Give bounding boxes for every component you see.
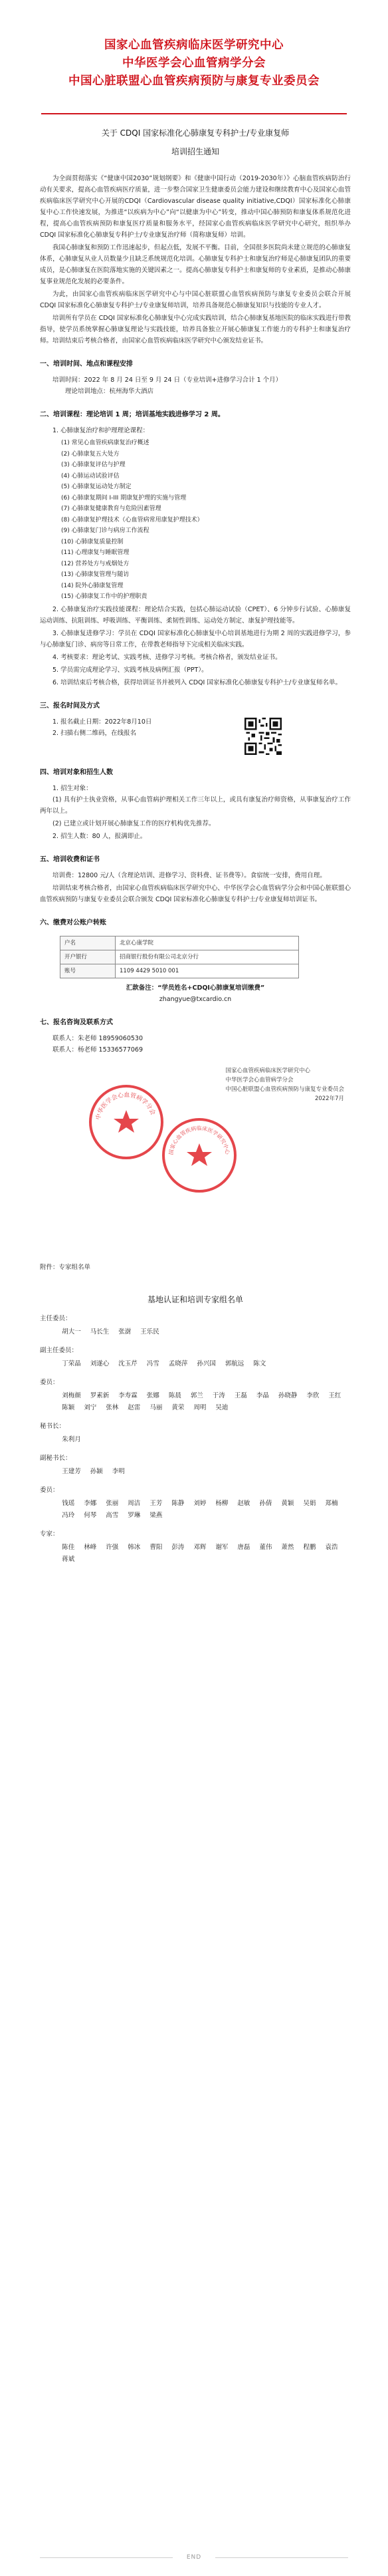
enroll-target-label: 1. 招生对象： bbox=[52, 784, 92, 792]
list-item: (5) 心肺康复运动处方制定 bbox=[61, 484, 132, 490]
expert-name: 张丽 bbox=[106, 1499, 119, 1507]
expert-name: 赵雷 bbox=[128, 1403, 141, 1411]
expert-name: 钱瑶 bbox=[62, 1499, 75, 1507]
expert-name: 程鹏 bbox=[303, 1543, 316, 1551]
expert-name: 林峰 bbox=[84, 1543, 97, 1551]
expert-group bbox=[40, 1345, 351, 1370]
training-place: 理论培训地点：杭州海华大酒店 bbox=[65, 388, 154, 395]
list-item: (2) 心肺康复五大处方 bbox=[61, 450, 120, 458]
table-row bbox=[60, 950, 299, 964]
course-paragraph: 3. 心肺康复进修学习：学员在 CDQI 国家标准化心肺康复中心培训基地进行为期 2 周的实践进修学习，参与心肺康复门诊、病房等日常工作，在带教老师指导下完成相关临床实践。 bbox=[40, 629, 351, 648]
expert-names bbox=[40, 1326, 351, 1338]
expert-name: 董伟 bbox=[259, 1543, 272, 1551]
expert-group-label: 委员： bbox=[40, 1378, 59, 1386]
expert-name: 曹阳 bbox=[149, 1543, 163, 1551]
list-item: (15) 心肺康复工作中的护理职责 bbox=[61, 593, 147, 600]
expert-name: 陈佳 bbox=[62, 1543, 75, 1551]
expert-group bbox=[40, 1313, 351, 1338]
expert-name: 张澍 bbox=[118, 1328, 132, 1336]
expert-name: 谢军 bbox=[215, 1543, 229, 1551]
intro-paragraph: 为全面贯彻落实《“健康中国2030”规划纲要》和《健康中国行动（2019-2030年）》心脑血管疾病防治行动有关要求，提高心血管疾病医疗质量，进一步整合国家卫生健康委员会能力建设和继续教育中心及国家心血管疾病临床医学研究中心开展的CDQI（Cardiovascular disease quality initiative,CDQI）国家标准化心肺康复中心工作快速发展，为推进“以疾病为中心”向“以健康为中心”转变，推动中国心肺预防和康复体系规范化进程，提高心血管疾病预防和康复医疗质量和服务水平，经国家心血管疾病临床医学研究中心研究，组织举办 CDQI 国家标准化心肺康复专科护士/专业康复治疗师（简称康复师）培训。 bbox=[40, 175, 351, 239]
expert-name: 王红 bbox=[328, 1391, 341, 1399]
expert-name: 李欣 bbox=[306, 1391, 320, 1399]
expert-name: 许强 bbox=[106, 1543, 119, 1551]
course-list bbox=[40, 438, 351, 603]
training-time: 培训时间：2022 年 8 月 24 日至 9 月 24 日（专业培训+进修学习合计 1 个月） bbox=[52, 376, 282, 384]
expert-name: 朱利月 bbox=[62, 1435, 81, 1443]
seal-area bbox=[40, 1062, 351, 1242]
expert-names bbox=[40, 1358, 351, 1370]
expert-names bbox=[40, 1542, 351, 1566]
section-heading: 四、培训对象和招生人数 bbox=[40, 768, 113, 776]
contact-person: 联系人：朱老师 18959060530 bbox=[52, 1034, 144, 1042]
expert-name: 郭兰 bbox=[190, 1391, 203, 1399]
expert-name: 陈文 bbox=[253, 1360, 266, 1367]
expert-names bbox=[40, 1498, 351, 1522]
expert-name: 陈晨 bbox=[168, 1391, 181, 1399]
org-name-3: 中国心脏联盟心血管疾病预防与康复专业委员会 bbox=[68, 74, 320, 88]
expert-group-label: 专家： bbox=[40, 1530, 59, 1538]
table-value: 招商银行股份有限公司北京分行 bbox=[116, 950, 299, 964]
enroll-paragraph: (1) 具有护士执业资格，从事心血管病护理相关工作三年以上，或具有康复治疗师资格，从事康复治疗工作两年以上。 bbox=[40, 795, 351, 815]
intro-paragraph: 我国心肺康复和预防工作迅速起步，但起点低，发展不平衡。目前，全国很多医院尚未建立规范的心肺康复体系，心肺康复从业人员数量少且缺乏系统规范化培训。心肺康复专科护士和康复治疗师是心肺康复团队的重要成员，是心肺康复在医院落地实施的关键因素之一。提高心肺康复专科护士和康复师的专业素质，是推动心肺康复事业规范化发展的必要条件。 bbox=[40, 244, 351, 285]
signature-line: 国家心血管疾病临床医学研究中心 bbox=[225, 1067, 310, 1074]
course-lead: 1. 心肺康复治疗和护理理论课程： bbox=[52, 427, 149, 434]
list-item: (8) 心肺康复护理技术（心血管病常用康复护理技术） bbox=[61, 516, 203, 523]
expert-name: 萧然 bbox=[281, 1543, 294, 1551]
expert-name: 刘宁 bbox=[84, 1403, 97, 1411]
section-heading: 三、报名时间及方式 bbox=[40, 702, 100, 710]
expert-name: 袁浩 bbox=[325, 1543, 338, 1551]
course-paragraph: 2. 心肺康复治疗实践技能课程：理论结合实践，包括心肺运动试验（CPET）、6 分钟步行试验、心肺康复运动训练、抗阻训练、呼吸训练、平衡训练、柔韧性训练、运动处方制定、康复护理技能等。 bbox=[40, 605, 351, 625]
expert-name: 吴娟 bbox=[303, 1499, 316, 1507]
expert-names bbox=[40, 1390, 351, 1414]
expert-group bbox=[40, 1485, 351, 1522]
section-heading: 五、培训收费和证书 bbox=[40, 855, 100, 863]
svg-text:中华医学会心血管病学分会: 中华医学会心血管病学分会 bbox=[95, 1091, 156, 1121]
letterhead bbox=[0, 0, 388, 90]
expert-list-title: 基地认证和培训专家组名单 bbox=[147, 1294, 243, 1304]
bank-account-table bbox=[60, 936, 299, 978]
section-heading: 二、培训课程：理论培训 1 周；培训基地实践进修学习 2 周。 bbox=[40, 411, 225, 418]
expert-name: 黄颖 bbox=[281, 1499, 294, 1507]
course-paragraph: 4. 考核要求：理论考试、实践考核、进修学习考核。考核合格者，颁发结业证书。 bbox=[52, 653, 282, 661]
expert-group-label: 副秘书长： bbox=[40, 1454, 72, 1462]
expert-name: 邓辉 bbox=[193, 1543, 207, 1551]
expert-name: 马长生 bbox=[90, 1328, 110, 1336]
table-key: 户名 bbox=[60, 936, 116, 950]
expert-name: 吴迪 bbox=[215, 1403, 229, 1411]
fee-paragraph: 培训结束考核合格者，由国家心血管疾病临床医学研究中心、中华医学会心血管病学分会和中国心脏联盟心血管疾病预防与康复专业委员会联合颁发 CDQI 国家标准化心肺康复专科护士/专业康复师培训证书。 bbox=[40, 884, 351, 903]
intro-paragraph: 培训所有学员在 CDQI 国家标准化心肺康复中心完成实践培训，结合心肺康复基地医院的临床实践进行带教指导，使学员系统掌握心肺康复理论与实践技能，培养具备独立开展心肺康复工作能力的专科护士和康复治疗师。培训结束后考核合格者，由国家心血管疾病临床医学研究中心颁发结业证书。 bbox=[40, 315, 351, 345]
expert-group bbox=[40, 1377, 351, 1414]
expert-name: 孙颖 bbox=[90, 1467, 103, 1475]
list-item: (9) 心肺康复门诊与病房工作流程 bbox=[61, 527, 149, 534]
expert-name: 唐磊 bbox=[237, 1543, 250, 1551]
expert-group bbox=[40, 1421, 351, 1446]
expert-group bbox=[40, 1453, 351, 1478]
expert-name: 黄荣 bbox=[171, 1403, 185, 1411]
qr-code-icon[interactable] bbox=[244, 718, 282, 755]
signature-date: 2022年7月 bbox=[314, 1095, 344, 1102]
table-key: 开户银行 bbox=[60, 950, 116, 964]
expert-name: 李娜 bbox=[84, 1499, 97, 1507]
contact-person: 联系人：杨老师 15336577069 bbox=[52, 1046, 144, 1054]
expert-name: 梁燕 bbox=[149, 1511, 163, 1519]
expert-name: 高雪 bbox=[106, 1511, 119, 1519]
table-key: 账号 bbox=[60, 964, 116, 978]
expert-name: 韩冰 bbox=[128, 1543, 141, 1551]
list-item: (3) 心肺康复评估与护理 bbox=[61, 462, 126, 468]
section-heading: 一、培训时间、地点和课程安排 bbox=[40, 360, 133, 368]
list-item: (14) 院外心肺康复管理 bbox=[61, 582, 124, 589]
expert-name: 陈颖 bbox=[62, 1403, 75, 1411]
expert-name: 胡大一 bbox=[62, 1328, 81, 1336]
list-item: (10) 心肺康复质量控制 bbox=[61, 538, 124, 545]
list-item: (11) 心理康复与睡眠管理 bbox=[61, 549, 130, 556]
expert-name: 蒋斌 bbox=[62, 1555, 75, 1563]
table-row bbox=[60, 964, 299, 978]
expert-name: 刘梅颜 bbox=[62, 1391, 81, 1399]
expert-name: 李明 bbox=[112, 1467, 125, 1475]
expert-name: 王建芳 bbox=[62, 1467, 81, 1475]
expert-name: 沈玉芹 bbox=[118, 1360, 138, 1367]
expert-name: 王磊 bbox=[234, 1391, 247, 1399]
org-name-1: 国家心血管疾病临床医学研究中心 bbox=[104, 39, 284, 52]
registration-deadline: 1. 报名截止日期：2022年8月10日 bbox=[52, 718, 152, 726]
expert-names bbox=[40, 1434, 351, 1446]
expert-group bbox=[40, 1528, 351, 1566]
list-item: (7) 心肺康复健康教育与危险因素管理 bbox=[61, 505, 161, 512]
course-paragraph: 6. 培训结束后考核合格，获得培训证书并被列入 CDQI 国家标准化心肺康复专科护士/专业康复师名单。 bbox=[52, 678, 342, 686]
expert-group-label: 秘书长： bbox=[40, 1422, 66, 1430]
registration-method: 2. 扫描右侧二维码，在线报名 bbox=[52, 729, 137, 737]
doc-title: 关于 CDQI 国家标准化心肺康复专科护士/专业康复师 bbox=[101, 128, 290, 138]
expert-name: 张林 bbox=[106, 1403, 119, 1411]
expert-name: 马丽 bbox=[149, 1403, 163, 1411]
end-marker: END bbox=[186, 2554, 202, 2561]
expert-group-label: 副主任委员： bbox=[40, 1346, 78, 1354]
table-row bbox=[60, 936, 299, 950]
expert-name: 丁荣晶 bbox=[62, 1360, 81, 1367]
expert-name: 彭涛 bbox=[171, 1543, 185, 1551]
intro-paragraph: 为此，由国家心血管疾病临床医学研究中心与中国心脏联盟心血管疾病预防与康复专业委员会联合开展CDQI 国家标准化心肺康复专科护士/专业康复师培训，培养具备规范心肺康复知识与技能的专业人才。 bbox=[40, 291, 351, 309]
contact-email[interactable]: zhangyue@txcardio.cn bbox=[159, 995, 232, 1003]
signature-line: 中国心脏联盟心血管疾病预防与康复专业委员会 bbox=[225, 1085, 344, 1093]
remit-note: 汇款备注：“学员姓名+CDQI心肺康复培训缴费” bbox=[126, 984, 265, 992]
list-item: (6) 心肺康复期间 I-III 期康复护理的实施与管理 bbox=[61, 494, 187, 501]
section-heading: 七、报名咨询及联系方式 bbox=[40, 1018, 113, 1026]
expert-name: 周明 bbox=[193, 1403, 207, 1411]
expert-group-label: 委员： bbox=[40, 1486, 59, 1494]
official-seal-icon bbox=[159, 1115, 239, 1195]
expert-name: 冯雪 bbox=[146, 1360, 159, 1367]
expert-names bbox=[40, 1466, 351, 1478]
expert-name: 李寿霖 bbox=[118, 1391, 138, 1399]
expert-name: 赵敏 bbox=[237, 1499, 250, 1507]
expert-name: 杨柳 bbox=[215, 1499, 229, 1507]
expert-name: 何琴 bbox=[84, 1511, 97, 1519]
list-item: (1) 常见心血管疾病康复治疗概述 bbox=[61, 440, 149, 446]
expert-name: 王芳 bbox=[149, 1499, 163, 1507]
expert-name: 罗琳 bbox=[128, 1511, 141, 1519]
attachment-label: 附件：专家组名单 bbox=[40, 1263, 91, 1271]
signature-block bbox=[225, 1066, 344, 1103]
registration-row bbox=[40, 716, 351, 755]
expert-name: 张娜 bbox=[146, 1391, 159, 1399]
course-paragraph: 5. 学员需完成理论学习、实践考核及病例汇报（PPT）。 bbox=[52, 666, 208, 674]
official-seal-icon bbox=[86, 1082, 166, 1162]
expert-name: 王乐民 bbox=[140, 1328, 159, 1336]
expert-name: 周洁 bbox=[128, 1499, 141, 1507]
expert-name: 孙兴国 bbox=[197, 1360, 216, 1367]
letterhead-divider bbox=[41, 113, 347, 114]
enroll-paragraph: (2) 已建立或计划开展心肺康复工作的医疗机构优先推荐。 bbox=[52, 819, 215, 827]
table-value: 北京心康学院 bbox=[116, 936, 299, 950]
section-heading: 六、缴费对公账户转账 bbox=[40, 919, 106, 927]
expert-name: 刘遂心 bbox=[90, 1360, 110, 1367]
list-item: (4) 心肺运动试验评估 bbox=[61, 472, 120, 480]
fee-paragraph: 培训费：12800 元/人（含理论培训、进修学习、资料费、证书费等）。食宿统一安排，费用自理。 bbox=[52, 871, 326, 879]
expert-name: 孙倩 bbox=[259, 1499, 272, 1507]
list-item: (12) 营养处方与戒烟处方 bbox=[61, 560, 130, 567]
expert-groups bbox=[40, 1313, 351, 1566]
signature-line: 中华医学会心血管病学分会 bbox=[225, 1076, 294, 1083]
svg-text:国家心血管疾病临床医学研究中心: 国家心血管疾病临床医学研究中心 bbox=[167, 1125, 231, 1155]
expert-name: 李晶 bbox=[256, 1391, 269, 1399]
expert-name: 于涛 bbox=[212, 1391, 225, 1399]
enroll-count: 2. 招生人数：80 人，报满即止。 bbox=[52, 832, 147, 840]
list-item: (13) 心肺康复管理与随访 bbox=[61, 571, 130, 578]
expert-name: 刘婷 bbox=[193, 1499, 207, 1507]
expert-group-label: 主任委员： bbox=[40, 1314, 72, 1322]
table-value: 1109 4429 5010 001 bbox=[116, 964, 299, 978]
expert-name: 郭航远 bbox=[225, 1360, 244, 1367]
expert-name: 孟晓萍 bbox=[168, 1360, 188, 1367]
expert-name: 陈静 bbox=[171, 1499, 185, 1507]
expert-name: 冯玲 bbox=[62, 1511, 75, 1519]
org-name-2: 中华医学会心血管病学分会 bbox=[122, 57, 266, 70]
expert-name: 郑楠 bbox=[325, 1499, 338, 1507]
expert-name: 孙晓静 bbox=[278, 1391, 298, 1399]
doc-subtitle: 培训招生通知 bbox=[171, 147, 219, 156]
document-body bbox=[40, 118, 351, 1566]
expert-name: 罗素新 bbox=[90, 1391, 110, 1399]
